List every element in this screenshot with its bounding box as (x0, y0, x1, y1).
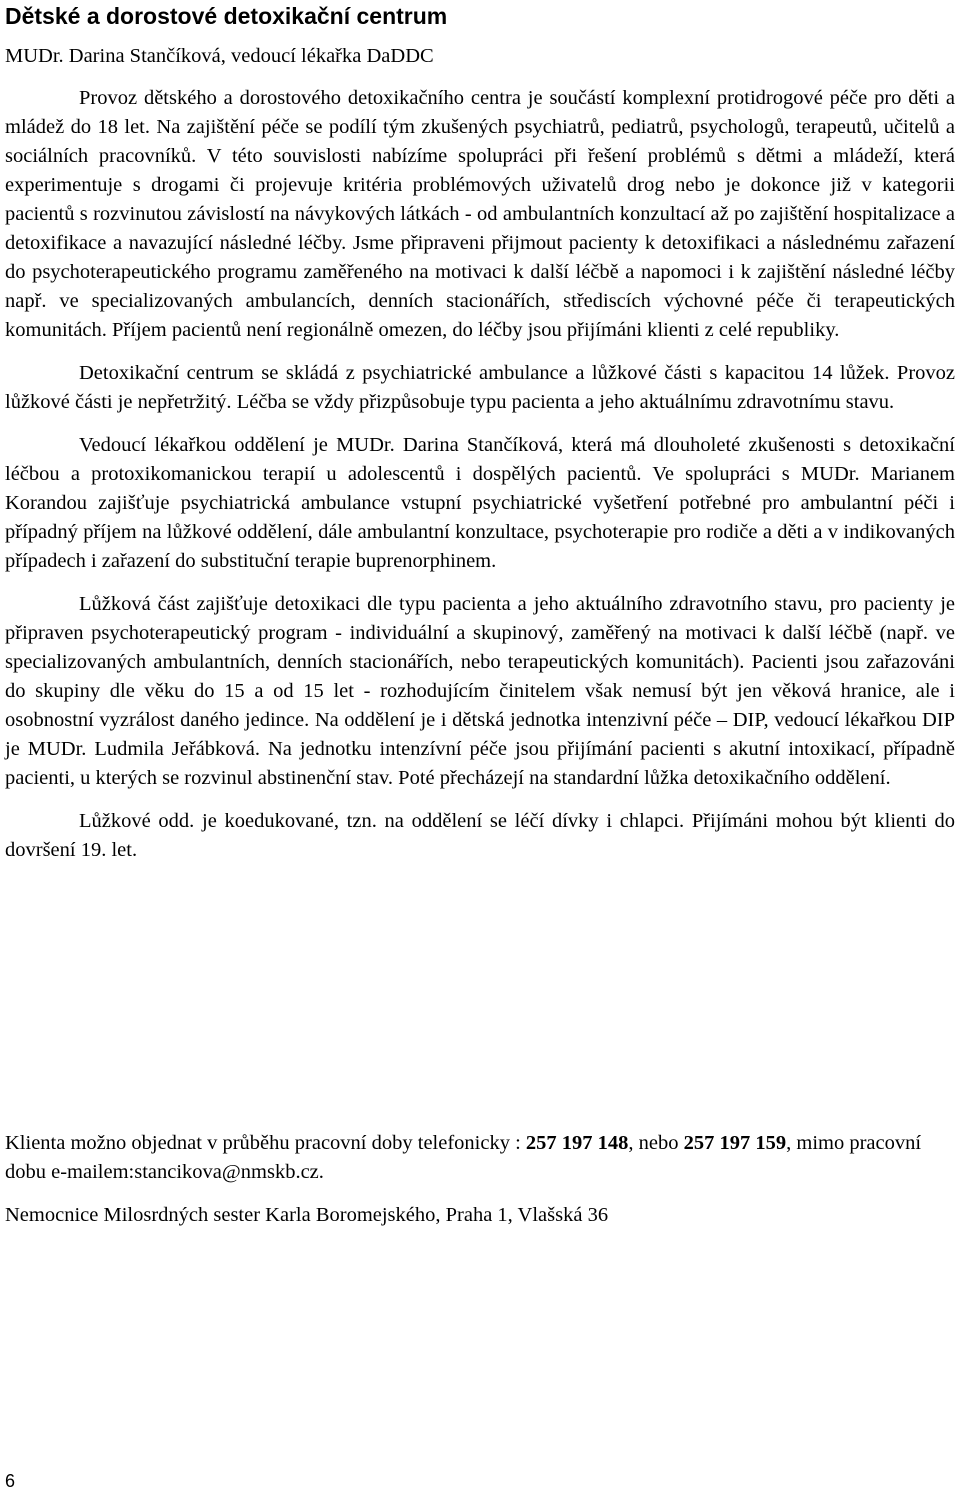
page-number: 6 (5, 1471, 16, 1491)
phone-number-1: 257 197 148 (525, 1132, 629, 1154)
contact-suffix: , mimo pracovní dobu e-mailem:stancikova@nmskb.cz. (5, 1132, 922, 1183)
paragraph-luzkova-cast: Lůžková část zajišťuje detoxikaci dle typu pacienta a jeho aktuálního zdravotního stavu, pro pacienty je připraven psychoterapeutický program - individuální a skupinový, zaměřený na motivaci k další léčbě (např. ve specializovaných ambulantních, denních stacionářích, nebo terapeutických komunitách). Pacienti jsou zařazováni do skupiny dle věku do 15 a od 15 let - rozhodujícím činitelem však nemusí být jen věková hranice, ale i osobnostní vyzrálost daného jedince. Na oddělení je i dětská jednotka intenzivní péče – DIP, vedoucí lékařkou DIP je MUDr. Ludmila Jeřábková. Na jednotku intenzívní péče jsou přijímání pacienti s akutní intoxikací, případně pacienti, u kterých se rozvinul abstinenční stav. Poté přecházejí na standardní lůžka detoxikačního oddělení. (5, 593, 955, 789)
paragraph-koedukovane: Lůžkové odd. je koedukované, tzn. na oddělení se léčí dívky i chlapci. Přijímáni mohou být klienti do dovršení 19. let. (5, 810, 955, 861)
contact-middle: , nebo (628, 1132, 684, 1154)
document-title: Dětské a dorostové detoxikační centrum (5, 3, 448, 29)
document-body (5, 84, 955, 879)
document-page (5, 0, 955, 1496)
hospital-address: Nemocnice Milosrdných sester Karla Boromejského, Praha 1, Vlašská 36 (5, 1204, 609, 1226)
paragraph-detoxikacni-centrum: Detoxikační centrum se skládá z psychiatrické ambulance a lůžkové části s kapacitou 14 lůžek. Provoz lůžkové části je nepřetržitý. Léčba se vždy přizpůsobuje typu pacienta a jeho aktuálnímu zdravotnímu stavu. (5, 362, 955, 413)
document-subtitle: MUDr. Darina Stančíková, vedoucí lékařka DaDDC (5, 45, 434, 67)
contact-prefix: Klienta možno objednat v průběhu pracovní doby telefonicky : (5, 1132, 526, 1154)
paragraph-vedouci-lekarka: Vedoucí lékařkou oddělení je MUDr. Darina Stančíková, která má dlouholeté zkušenosti s detoxikační léčbou a protoxikomanickou terapií u adolescentů i dospělých pacientů. Ve spolupráci s MUDr. Marianem Korandou zajišťuje psychiatrická ambulance vstupní psychiatrické vyšetření potřebné pro ambulantní péči i případný příjem na lůžkové oddělení, dále ambulantní konzultace, psychoterapie pro rodiče a děti a v indikovaných případech i zařazení do substituční terapie buprenorphinem. (5, 434, 955, 572)
paragraph-provoz: Provoz dětského a dorostového detoxikačního centra je součástí komplexní protidrogové péče pro děti a mládež do 18 let. Na zajištění péče se podílí tým zkušených psychiatrů, pediatrů, psychologů, terapeutů, učitelů a sociálních pracovníků. V této souvislosti nabízíme spolupráci při řešení problémů s dětmi a mládeží, která experimentuje s drogami či projevuje kritéria problémových uživatelů drog nebo je dokonce již v kategorii pacientů s rozvinutou závislostí na návykových látkách - od ambulantních konzultací až po zajištění hospitalizace a detoxifikace a navazující následné léčby. Jsme připraveni přijmout pacienty k detoxifikaci a následnému zařazení do psychoterapeutického programu zaměřeného na motivaci k další léčbě a napomoci i k zajištění následné léčby např. ve specializovaných ambulancích, denních stacionářích, střediscích výchovné péče či terapeutických komunitách. Příjem pacientů není regionálně omezen, do léčby jsou přijímáni klienti z celé republiky. (5, 87, 955, 341)
contact-info (5, 1129, 955, 1187)
phone-number-2: 257 197 159 (683, 1132, 787, 1154)
